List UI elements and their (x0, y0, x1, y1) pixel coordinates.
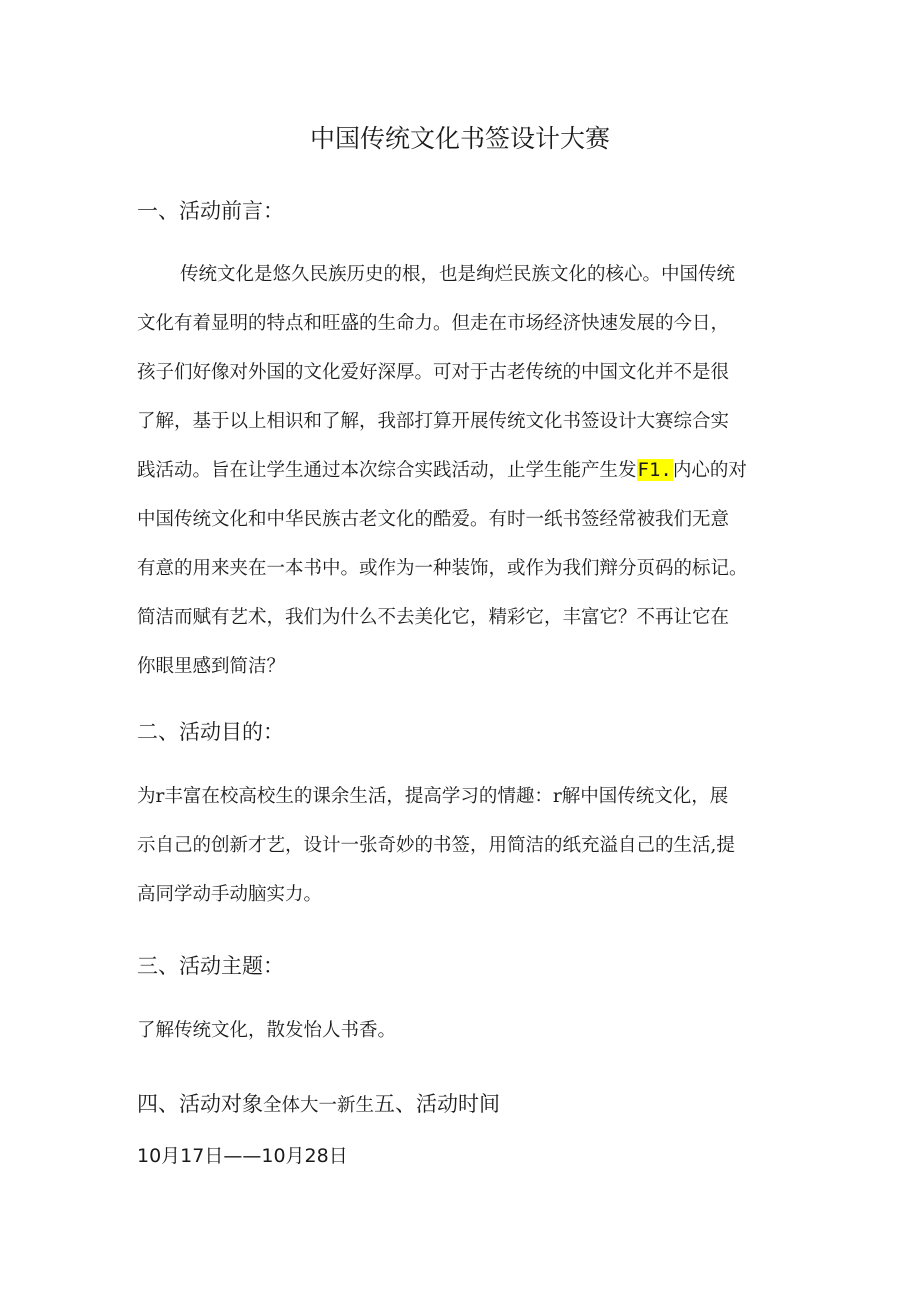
section-1-line-9: 你眼里感到简洁？ (137, 656, 286, 677)
section-2-body (137, 772, 797, 919)
section-1-line-5 (137, 446, 797, 495)
section-1-line-5-post: 内心的对 (672, 460, 747, 481)
section-1-line-4: 了解，基于以上相识和了解，我部打算开展传统文化书签设计大赛综合实 (137, 411, 730, 432)
section-1-line-1: 传统文化是悠久民族历史的根，也是绚烂民族文化的核心。中国传统 (180, 264, 736, 285)
section-4-heading: 四、活动对象 (137, 1092, 263, 1116)
section-4-audience: 全体大一新生 (263, 1095, 375, 1116)
highlighted-text: F1. (637, 459, 672, 481)
section-1-line-6: 中国传统文化和中华民族古老文化的酷爱。有时一纸书签经常被我们无意 (137, 509, 730, 530)
section-1-body (137, 250, 797, 691)
section-2-heading: 二、活动目的： (137, 720, 284, 744)
section-1-line-3: 孩子们好像对外国的文化爱好深厚。可对于古老传统的中国文化并不是很 (137, 362, 730, 383)
section-1-line-2: 文化有着显明的特点和旺盛的生命力。但走在市场经济快速发展的今日， (137, 313, 730, 334)
section-1-line-8: 简洁而赋有艺术，我们为什么不去美化它，精彩它，丰富它？不再让它在 (137, 607, 730, 628)
section-2-line-2: 示自己的创新才艺，设计一张奇妙的书签，用简洁的纸充溢自己的生活,提 (137, 835, 735, 856)
section-1-line-5-pre: 践活动。旨在让学生通过本次综合实践活动，止学生能产生发 (137, 460, 637, 481)
section-1-heading: 一、活动前言： (137, 199, 284, 223)
section-3-heading: 三、活动主题： (137, 954, 284, 978)
document-title: 中国传统文化书签设计大赛 (309, 124, 610, 153)
section-5-heading: 五、活动时间 (374, 1092, 501, 1116)
section-4-heading-line (137, 1088, 500, 1122)
activity-dates: 10月17日——10月28日 (137, 1145, 348, 1167)
section-3-body (137, 1006, 797, 1055)
section-2-line-3: 高同学动手动脑实力。 (137, 884, 323, 905)
section-1-line-7: 有意的用来夹在一本书中。或作为一种装饰，或作为我们辩分页码的标记。 (137, 558, 748, 579)
section-2-line-1: 为r丰富在校高校生的课余生活，提高学习的情趣：r解中国传统文化，展 (137, 786, 729, 807)
section-3-text: 了解传统文化，散发怡人书香。 (137, 1020, 397, 1041)
